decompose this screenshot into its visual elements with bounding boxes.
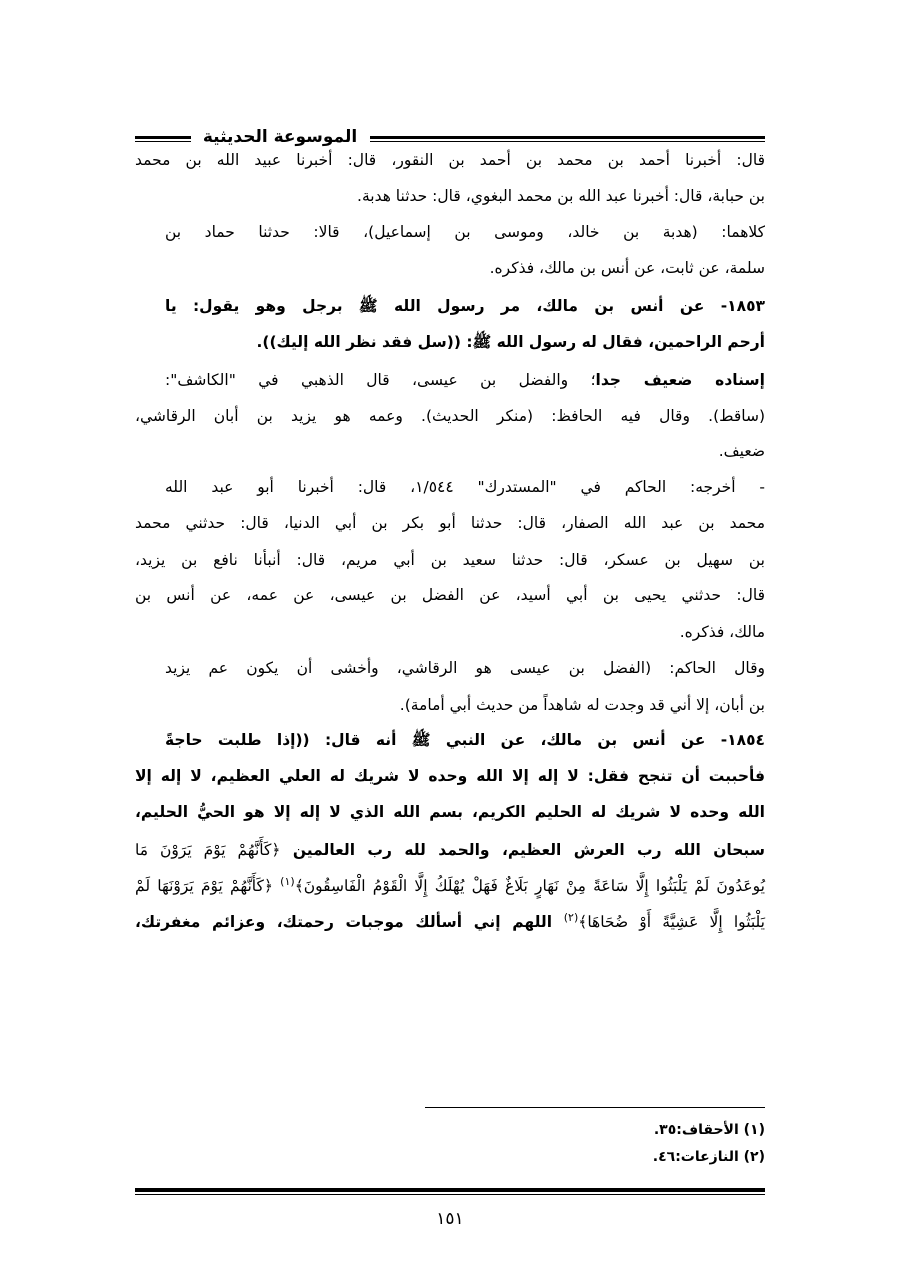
text-line: (ساقط). وقال فيه الحافظ: (منكر الحديث). وعمه هو يزيد بن أبان الرقاشي، (135, 407, 765, 425)
text-segment: سبحان الله رب العرش العظيم، والحمد لله رب العالمين (280, 841, 765, 859)
text-line: قال: حدثني يحيى بن أبي أسيد، عن الفضل بن عيسى، عن عمه، عن أنس بن (135, 586, 765, 604)
text-line: - أخرجه: الحاكم في "المستدرك" ١/٥٤٤، قال: أخبرنا أبو عبد الله (165, 478, 765, 496)
text-line: قال: أخبرنا أحمد بن محمد بن أحمد بن النقور، قال: أخبرنا عبيد الله بن محمد (135, 151, 765, 169)
text-line: كلاهما: (هدبة بن خالد، وموسى بن إسماعيل)، قالا: حدثنا حماد بن (165, 223, 765, 241)
hadith-1854-line (135, 904, 765, 940)
quran-verse: ﴿كَأَنَّهُمْ يَوْمَ يَرَوْنَهَا لَمْ (135, 877, 281, 895)
hadith-1853-line: أرحم الراحمين، فقال له رسول الله ﷺ: ((سل فقد نظر الله إليك)). (256, 333, 765, 351)
text-line: ضعيف. (718, 442, 765, 460)
text-line: مالك، فذكره. (679, 623, 765, 641)
quran-verse: ﴿كَأَنَّهُمْ يَوْمَ يَرَوْنَ مَا (135, 841, 281, 859)
header-rule-left-thick (135, 136, 191, 139)
text-line (165, 362, 765, 398)
text-line: سلمة، عن ثابت، عن أنس بن مالك، فذكره. (489, 259, 765, 277)
text-line: بن سهيل بن عسكر، قال: حدثنا سعيد بن أبي مريم، قال: أنبأنا نافع بن يزيد، (135, 551, 765, 569)
footnote-2: (٢) النازعات:٤٦. (652, 1149, 765, 1165)
quran-verse: يُوعَدُونَ لَمْ يَلْبَثُوا إِلَّا سَاعَةً مِنْ نَهَارٍ بَلَاغٌ فَهَلْ يُهْلَكُ إِلَّا الْقَوْمُ الْفَاسِقُونَ﴾ (294, 877, 766, 895)
text-segment: اللهم إني أسألك موجبات رحمتك، وعزائم مغفرتك، (135, 913, 564, 931)
hadith-1853-line: ١٨٥٣- عن أنس بن مالك، مر رسول الله ﷺ برجل وهو يقول: يا (165, 297, 765, 315)
footnote-1: (١) الأحقاف:٣٥. (653, 1122, 765, 1138)
isnad-grade: إسناده ضعيف جدا (595, 371, 765, 389)
footer-rule-thick (135, 1188, 765, 1192)
page-number: ١٥١ (436, 1209, 464, 1229)
hadith-1854-line: الله وحده لا شريك له الحليم الكريم، بسم الله الذي لا إله إلا هو الحيُّ الحليم، (135, 803, 765, 821)
quran-line (135, 868, 765, 904)
quran-verse: يَلْبَثُوا إِلَّا عَشِيَّةً أَوْ ضُحَاهَا﴾ (578, 913, 765, 931)
header-rule-right-thick (370, 136, 765, 139)
text-line: بن أبان، إلا أني قد وجدت له شاهداً من حديث أبي أمامة). (399, 696, 765, 714)
footnote-ref[interactable]: (١) (280, 875, 295, 888)
footnote-separator (425, 1107, 765, 1108)
hadith-1854-line: فأحببت أن تنجح فقل: لا إله إلا الله وحده لا شريك له العلي العظيم، لا إله إلا (135, 767, 765, 785)
text-line: محمد بن عبد الله الصفار، قال: حدثنا أبو بكر بن أبي الدنيا، قال: حدثني محمد (135, 514, 765, 532)
hadith-1854-line: ١٨٥٤- عن أنس بن مالك، عن النبي ﷺ أنه قال: ((إذا طلبت حاجةً (165, 731, 765, 749)
running-header-title: الموسوعة الحديثية (202, 127, 358, 147)
footer-rule-thin (135, 1194, 765, 1195)
text-line: وقال الحاكم: (الفضل بن عيسى هو الرقاشي، وأخشى أن يكون عم يزيد (165, 659, 765, 677)
footnote-ref[interactable]: (٢) (563, 911, 579, 924)
hadith-1854-line (135, 832, 765, 868)
text-line: بن حبابة، قال: أخبرنا عبد الله بن محمد البغوي، قال: حدثنا هدبة. (357, 187, 765, 205)
text-segment: ؛ والفضل بن عيسى، قال الذهبي في "الكاشف": (165, 371, 596, 389)
